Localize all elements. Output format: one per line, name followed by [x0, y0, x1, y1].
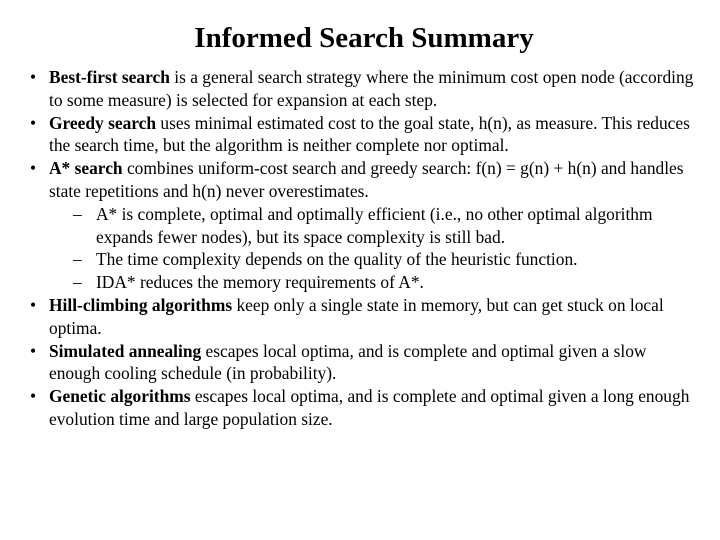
subbullet-text: A* is complete, optimal and optimally efficient (i.e., no other optimal algorithm expands fewer nodes), but its space complexity is still bad. [96, 203, 653, 247]
bullet-text: is a general search strategy where the minimum cost open node (according to some measure) is selected for expansion at each step. [49, 67, 694, 110]
term-genetic-algorithms: Genetic algorithms [49, 386, 191, 407]
subbullet-ida-star [30, 271, 700, 294]
term-a-star-search: A* search [49, 158, 123, 179]
term-greedy-search: Greedy search [49, 112, 157, 133]
bullet-text: keep only a single state in memory, but can get stuck on local optima. [49, 294, 664, 338]
bullet-a-star-search [30, 157, 700, 203]
dash-icon: – [73, 249, 82, 270]
term-best-first-search: Best-first search [49, 67, 170, 87]
bullet-icon: • [30, 340, 37, 361]
slide-title: Informed Search Summary [194, 22, 534, 54]
bullet-text: combines uniform-cost search and greedy search: f(n) = g(n) + h(n) and handles state repetitions and h(n) never overestimates. [49, 158, 684, 201]
bullet-genetic-algorithms [30, 385, 700, 431]
bullet-icon: • [30, 67, 37, 87]
bullet-icon: • [30, 294, 37, 315]
bullet-simulated-annealing [30, 340, 700, 386]
bullet-hill-climbing [30, 294, 700, 340]
bullet-icon: • [30, 158, 37, 179]
bullet-best-first-search [30, 66, 700, 112]
subbullet-a-star-complete [30, 203, 700, 249]
subbullet-text: IDA* reduces the memory requirements of A*. [96, 272, 424, 293]
subbullet-text: The time complexity depends on the quality of the heuristic function. [96, 249, 578, 270]
subbullet-time-complexity [30, 248, 700, 271]
dash-icon: – [73, 272, 82, 293]
bullet-text: escapes local optima, and is complete and optimal given a long enough evolution time and large population size. [49, 386, 690, 429]
bullet-text: escapes local optima, and is complete and optimal given a slow enough cooling schedule (in probability). [49, 340, 647, 384]
term-hill-climbing: Hill-climbing algorithms [49, 294, 233, 315]
dash-icon: – [73, 203, 82, 224]
term-simulated-annealing: Simulated annealing [49, 340, 202, 361]
bullet-greedy-search [30, 112, 700, 158]
bullet-icon: • [30, 112, 37, 133]
bullet-text: uses minimal estimated cost to the goal state, h(n), as measure. This reduces the search time, but the algorithm is neither complete nor optimal. [49, 112, 690, 156]
bullet-icon: • [30, 386, 37, 407]
bullet-list [30, 66, 700, 431]
